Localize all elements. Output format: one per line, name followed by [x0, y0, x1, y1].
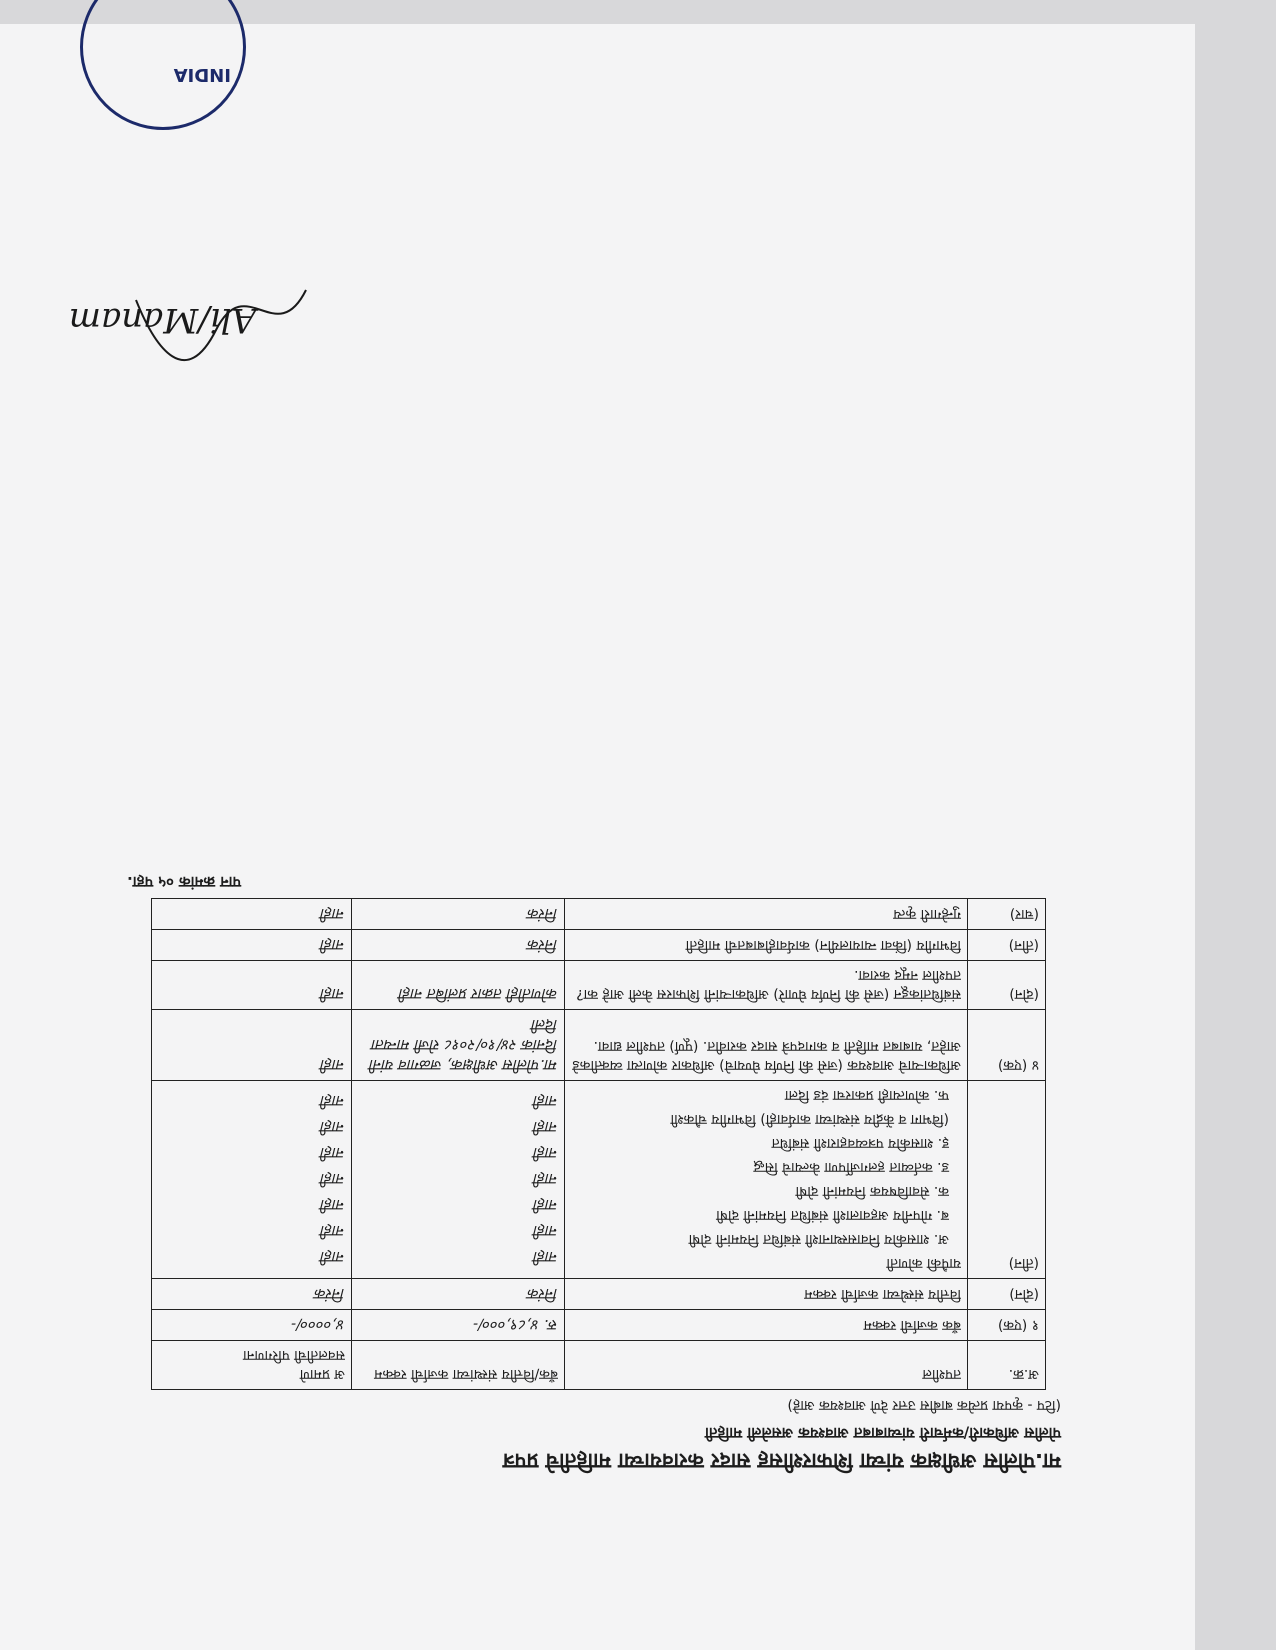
sub-value-a: नाही [533, 1222, 558, 1240]
sub-value-b: नाही [320, 1118, 345, 1136]
sub-value-b: नाही [320, 1196, 345, 1214]
table-row [152, 1081, 1046, 1279]
sub-item-text: (विभाग व केंद्रीय संस्थांच्या कार्यवाही) विभागीय चौकशी [670, 1111, 949, 1127]
sub-item-text: ब. गोपनीय अहवालाशी संबंधित नियमांनी दोषी [716, 1207, 949, 1223]
sub-value-b: नाही [320, 1222, 345, 1240]
row-number: (चार) [968, 899, 1046, 930]
header-subject: तपशील [565, 1341, 968, 1390]
row-number: (तीन) [968, 1081, 1046, 1279]
row-value-a: निरंक [352, 930, 565, 961]
row-value-b: ४,००००/- [152, 1310, 352, 1341]
table-row [152, 1310, 1046, 1341]
table-row [152, 930, 1046, 961]
row-text: यापैकी कोणती [886, 1255, 961, 1271]
page-reference: पान क्रमांक ०५ पहा. [127, 873, 241, 891]
document-note: (टिप - कृपया प्रत्येक बाबीस उत्तर देणे आवश्यक आहे) [787, 1397, 1061, 1413]
table-row [152, 1010, 1046, 1081]
form-page [111, 872, 1121, 1475]
table-row [152, 1279, 1046, 1310]
row-value-b: नाही [152, 930, 352, 961]
sub-item-text: क. सेवाविषयक नियमांनी दोषी [795, 1183, 949, 1199]
row-value-b: नाही [152, 899, 352, 930]
sub-item-text: ड. कर्तव्यात हलगर्जीपणा केल्याचे सिद्ध [753, 1159, 949, 1175]
row-value-a-group [352, 1081, 565, 1279]
sub-value-a: नाही [533, 1092, 558, 1110]
row-value-a: मा.पोलीस अधीक्षक, जळगाव यांनी दिनांक २४/१०/२०१८ रोजी मान्यता दिली [352, 1010, 565, 1081]
row-text: संबंधितांकडून (जसे की निर्णय घेणारे) अधिकाऱ्यांनी शिफारस केली आहे का? तपशील नमूद करावा. [565, 961, 968, 1010]
sub-value-a: नाही [533, 1144, 558, 1162]
stamp-label: INDIA [173, 64, 231, 85]
row-text: बॅंक कर्जाची रक्कम [565, 1310, 968, 1341]
row-value-a: निरंक [352, 1279, 565, 1310]
sub-value-b: नाही [320, 1170, 345, 1188]
row-text: वित्तीय संस्थेच्या कर्जाची रक्कम [565, 1279, 968, 1310]
sub-value-a: नाही [533, 1118, 558, 1136]
row-value-b-group [152, 1081, 352, 1279]
row-text: अधिकाऱ्याचे आवश्यक (जसे की निर्णय घेण्याचे) अधिकार कोणत्या व्यक्तीकडे आहेत, याबाबत माहिती व कागदपत्रे सादर करावीत. (पूर्ण) तपशील द्यावा. [565, 1010, 968, 1081]
header-col-a: बॅंक/वित्तीय संस्थांच्या कर्जाची रक्कम [352, 1341, 565, 1390]
row-value-a: नाही [533, 1248, 558, 1266]
row-number: १ (एक) [968, 1310, 1046, 1341]
document-subtitle: पोलीस अधिकारी/कर्मचारी यांच्याबाबत आवश्यक असलेली माहिती [704, 1424, 1061, 1442]
sub-item-text: इ. शासकीय पत्रव्यवहाराशी संबंधित [771, 1135, 949, 1151]
row-value-b: नाही [152, 1010, 352, 1081]
row-text: विभागीय (किंवा न्यायालयीन) कार्यवाहीबाबतची माहिती [565, 930, 968, 961]
sub-item-text: अ. शासकीय निवासस्थानाशी संबंधित नियमांनी दोषी [688, 1231, 949, 1247]
header-col-c [152, 1341, 352, 1390]
row-value-a: कोणतीही तक्रार प्रलंबित नाही [352, 961, 565, 1010]
header-col-b: अ प्रमाणे [299, 1366, 345, 1382]
table-row [152, 961, 1046, 1010]
header-serial: अ.क्र. [968, 1341, 1046, 1390]
sub-item-text: फ. कोणत्याही प्रकारचा दंड दिला [784, 1087, 949, 1103]
signature-scribble [126, 260, 316, 370]
sub-value-b: नाही [320, 1092, 345, 1110]
row-value-b: नाही [152, 961, 352, 1010]
row-value-b: नाही [320, 1248, 345, 1266]
details-table [151, 898, 1046, 1390]
table-header-row [152, 1341, 1046, 1390]
row-value-a: निरंक [352, 899, 565, 930]
sub-value-b: नाही [320, 1144, 345, 1162]
header-col-c-label: सवलतीची परिगणना [242, 1347, 345, 1363]
row-number: (दोन) [968, 961, 1046, 1010]
sub-value-a: नाही [533, 1170, 558, 1188]
row-number: (दोन) [968, 1279, 1046, 1310]
document-title: मा.पोलीस अधीक्षक यांच्या शिफारशीसह सादर करावयाच्या माहितीचे प्रपत्र [502, 1449, 1061, 1473]
table-row [152, 899, 1046, 930]
sub-value-a: नाही [533, 1196, 558, 1214]
row-value-a: रु. ४,८९,०००/- [352, 1310, 565, 1341]
row-value-b: निरंक [152, 1279, 352, 1310]
row-text: गुन्हेगारी कृत्य [565, 899, 968, 930]
handwritten-signature: Ali/Manam [68, 300, 256, 340]
row-number: (तीन) [968, 930, 1046, 961]
row-text-group [565, 1081, 968, 1279]
row-number: ४ (एक) [968, 1010, 1046, 1081]
